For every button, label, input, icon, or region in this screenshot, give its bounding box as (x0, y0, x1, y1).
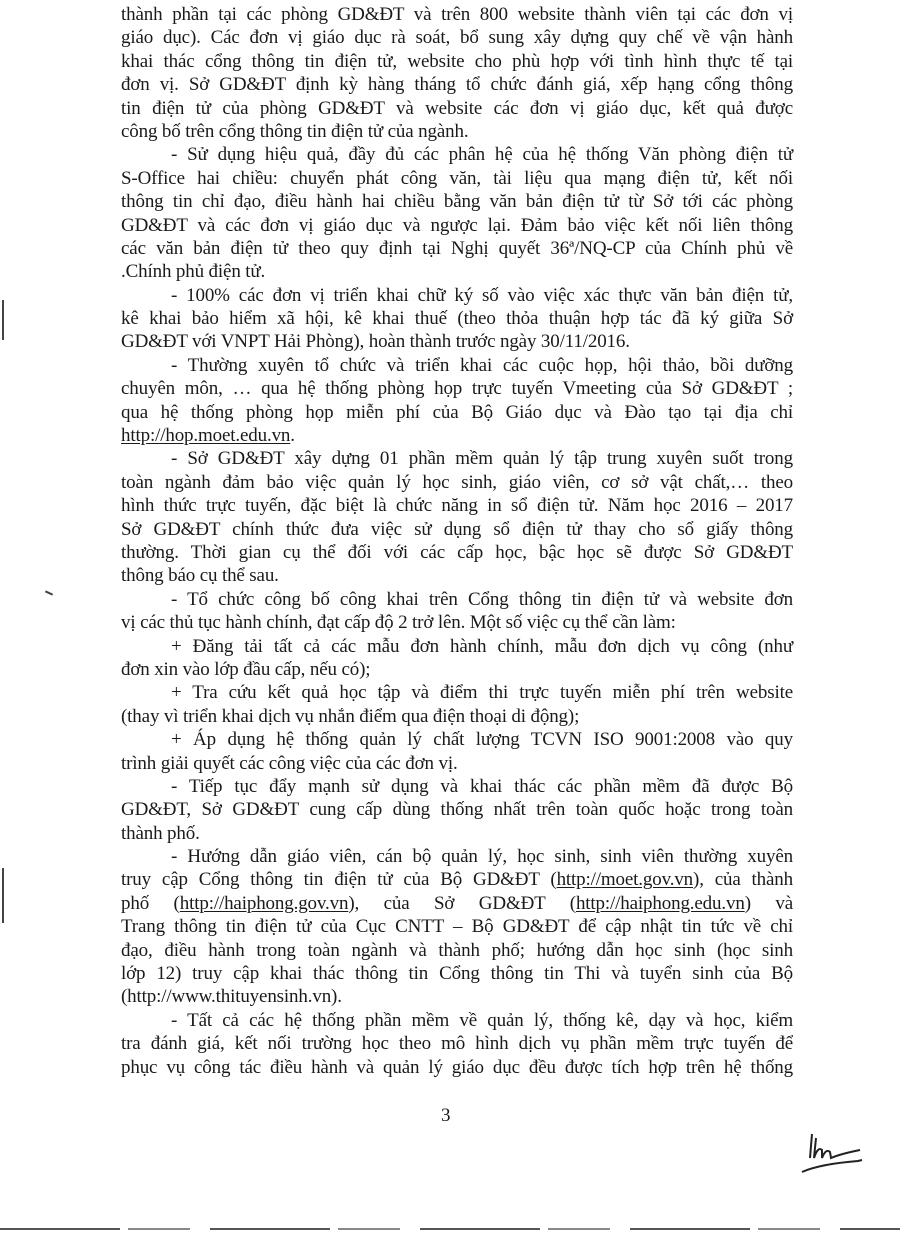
text-line (121, 447, 793, 470)
text-segment: thường. Thời gian cụ thể đối với các cấp học, bậc học sẽ được Sở GD&ĐT (121, 541, 793, 563)
text-line (121, 494, 793, 517)
text-segment: - 100% các đơn vị triển khai chữ ký số vào việc xác thực văn bản điện tử, (171, 284, 793, 306)
text-line (121, 845, 793, 868)
text-line (121, 73, 793, 96)
text-segment: truy cập Cổng thông tin điện tử của Bộ GD&ĐT ( (121, 869, 557, 891)
text-line (121, 541, 793, 564)
text-segment: + Tra cứu kết quả học tập và điểm thi trực tuyến miễn phí trên website (171, 682, 793, 704)
text-segment: trình giải quyết các công việc của các đơn vị. (121, 752, 458, 774)
text-segment: hình thức trực tuyến, đặc biệt là chức năng in sổ điện tử. Năm học 2016 – 2017 (121, 495, 793, 517)
text-segment: S-Office hai chiều: chuyển phát công văn, tài liệu qua mạng điện tử, kết nối (121, 167, 793, 189)
text-segment: công bố trên cổng thông tin điện tử của ngành. (121, 120, 469, 142)
text-segment: - Sở GD&ĐT xây dựng 01 phần mềm quản lý tập trung xuyên suốt trong (171, 448, 793, 470)
text-line (121, 775, 793, 798)
text-line (121, 518, 793, 541)
scan-margin-mark (2, 868, 4, 923)
text-line (121, 985, 793, 1008)
text-line (121, 214, 793, 237)
text-segment: đơn vị. Sở GD&ĐT định kỳ hàng tháng tổ chức đánh giá, xếp hạng cổng thông (121, 74, 793, 96)
url-link[interactable]: http://moet.gov.vn (556, 869, 694, 891)
text-line (121, 588, 793, 611)
text-segment: GD&ĐT và các đơn vị giáo dục và ngược lại. Đảm bảo việc kết nối liên thông (121, 214, 793, 236)
text-segment: chuyên môn, … qua hệ thống phòng họp trực tuyến Vmeeting của Sở GD&ĐT ; (121, 378, 793, 400)
text-line (121, 915, 793, 938)
text-line (121, 97, 793, 120)
text-segment: đơn xin vào lớp đầu cấp, nếu có); (121, 658, 371, 680)
text-segment: - Hướng dẫn giáo viên, cán bộ quản lý, học sinh, sinh viên thường xuyên (171, 846, 793, 868)
text-line (121, 939, 793, 962)
text-line (121, 611, 793, 634)
text-segment: - Tổ chức công bố công khai trên Cổng thông tin điện tử và website đơn (171, 588, 793, 610)
document-body (121, 3, 793, 1079)
text-line (121, 798, 793, 821)
text-line (121, 681, 793, 704)
text-line (121, 50, 793, 73)
text-line (121, 284, 793, 307)
scan-speck (45, 590, 53, 595)
signature-initials (800, 1128, 880, 1178)
text-segment: thành phần tại các phòng GD&ĐT và trên 800 website thành viên tại các đơn vị (121, 4, 793, 25)
text-line (121, 1032, 793, 1055)
text-segment: tin điện tử của phòng GD&ĐT và website các đơn vị giáo dục, kết quả được (121, 97, 793, 119)
text-line (121, 471, 793, 494)
text-line (121, 3, 793, 26)
url-link[interactable]: http://haiphong.gov.vn (179, 892, 349, 914)
text-line (121, 752, 793, 775)
text-line (121, 1056, 793, 1079)
text-line (121, 237, 793, 260)
text-line (121, 728, 793, 751)
text-line (121, 658, 793, 681)
text-segment: GD&ĐT, Sở GD&ĐT cung cấp dùng thống nhất trên toàn quốc hoặc trong toàn (121, 799, 793, 821)
text-segment: phục vụ công tác điều hành và quản lý giáo dục đều được tích hợp trên hệ thống (121, 1056, 793, 1078)
text-line (121, 260, 793, 283)
text-line (121, 120, 793, 143)
text-line (121, 377, 793, 400)
text-segment: GD&ĐT với VNPT Hải Phòng), hoàn thành trước ngày 30/11/2016. (121, 331, 630, 353)
text-segment: Sở GD&ĐT chính thức đưa việc sử dụng sổ điện tử thay cho sổ giấy thông (121, 518, 793, 540)
text-segment: các văn bản điện tử theo quy định tại Nghị quyết 36ª/NQ-CP của Chính phủ về (121, 237, 793, 259)
text-line (121, 330, 793, 353)
page-number: 3 (441, 1105, 451, 1126)
text-segment: . (290, 425, 295, 447)
text-line (121, 892, 793, 915)
text-segment: lớp 12) truy cập khai thác thông tin Cổng thông tin Thi và tuyển sinh của Bộ (121, 963, 793, 985)
text-line (121, 143, 793, 166)
text-segment: đạo, điều hành trong toàn ngành và thành phố; hướng dẫn học sinh (học sinh (121, 939, 793, 961)
text-line (121, 401, 793, 424)
text-segment: + Đăng tải tất cả các mẫu đơn hành chính, mẫu đơn dịch vụ công (như (171, 635, 793, 657)
url-link[interactable]: http://hop.moet.edu.vn (121, 425, 291, 447)
text-segment: - Tất cả các hệ thống phần mềm về quản lý, thống kê, dạy và học, kiểm (171, 1009, 793, 1031)
text-line (121, 307, 793, 330)
url-link[interactable]: http://haiphong.edu.vn (575, 892, 745, 914)
text-line (121, 1009, 793, 1032)
text-segment: (http://www.thituyensinh.vn). (121, 986, 342, 1008)
text-line (121, 962, 793, 985)
text-segment: tra đánh giá, kết nối trường học theo mô hình dịch vụ phần mềm trực tuyến để (121, 1033, 793, 1055)
text-segment: toàn ngành đảm bảo việc quản lý học sinh, giáo viên, cơ sở vật chất,… theo (121, 471, 793, 493)
text-segment: giáo dục). Các đơn vị giáo dục rà soát, bổ sung xây dựng quy chế về vận hành (121, 27, 793, 49)
text-segment: .Chính phủ điện tử. (121, 261, 266, 283)
text-segment: + Áp dụng hệ thống quản lý chất lượng TCVN ISO 9001:2008 vào quy (171, 729, 793, 751)
text-line (121, 424, 793, 447)
text-segment: khai thác cổng thông tin điện tử, website cho phù hợp với tình hình thực tế tại (121, 50, 793, 72)
text-line (121, 705, 793, 728)
text-segment: thông tin chỉ đạo, điều hành hai chiều bằng văn bản điện tử từ Sở tới các phòng (121, 191, 793, 213)
text-segment: Trang thông tin điện tử của Cục CNTT – Bộ GD&ĐT để cập nhật tin tức về chỉ (121, 916, 793, 938)
text-segment: phố ( (121, 892, 180, 914)
text-segment: ), của Sở GD&ĐT ( (348, 892, 576, 914)
text-segment: thành phố. (121, 822, 200, 844)
text-line (121, 564, 793, 587)
scan-margin-mark (2, 300, 4, 340)
text-segment: kê khai bảo hiểm xã hội, kê khai thuế (theo thỏa thuận hợp tác đã ký giữa Sở (121, 308, 793, 330)
text-line (121, 868, 793, 891)
text-line (121, 354, 793, 377)
text-line (121, 190, 793, 213)
text-line (121, 822, 793, 845)
text-segment: - Tiếp tục đẩy mạnh sử dụng và khai thác các phần mềm đã được Bộ (171, 775, 793, 797)
text-line (121, 26, 793, 49)
text-line (121, 635, 793, 658)
text-segment: qua hệ thống phòng họp miễn phí của Bộ Giáo dục và Đào tạo tại địa chỉ (121, 401, 793, 423)
text-line (121, 167, 793, 190)
text-segment: thông báo cụ thể sau. (121, 565, 279, 587)
text-segment: ), của thành (693, 869, 793, 891)
text-segment: - Thường xuyên tổ chức và triển khai các cuộc họp, hội thảo, bồi dưỡng (171, 354, 793, 376)
text-segment: ) và (744, 892, 793, 914)
text-segment: - Sử dụng hiệu quả, đầy đủ các phân hệ của hệ thống Văn phòng điện tử (171, 144, 793, 166)
bottom-edge-rule (0, 1228, 900, 1230)
text-segment: vị các thủ tục hành chính, đạt cấp độ 2 trở lên. Một số việc cụ thể cần làm: (121, 612, 676, 634)
text-segment: (thay vì triển khai dịch vụ nhắn điểm qua điện thoại di động); (121, 705, 580, 727)
